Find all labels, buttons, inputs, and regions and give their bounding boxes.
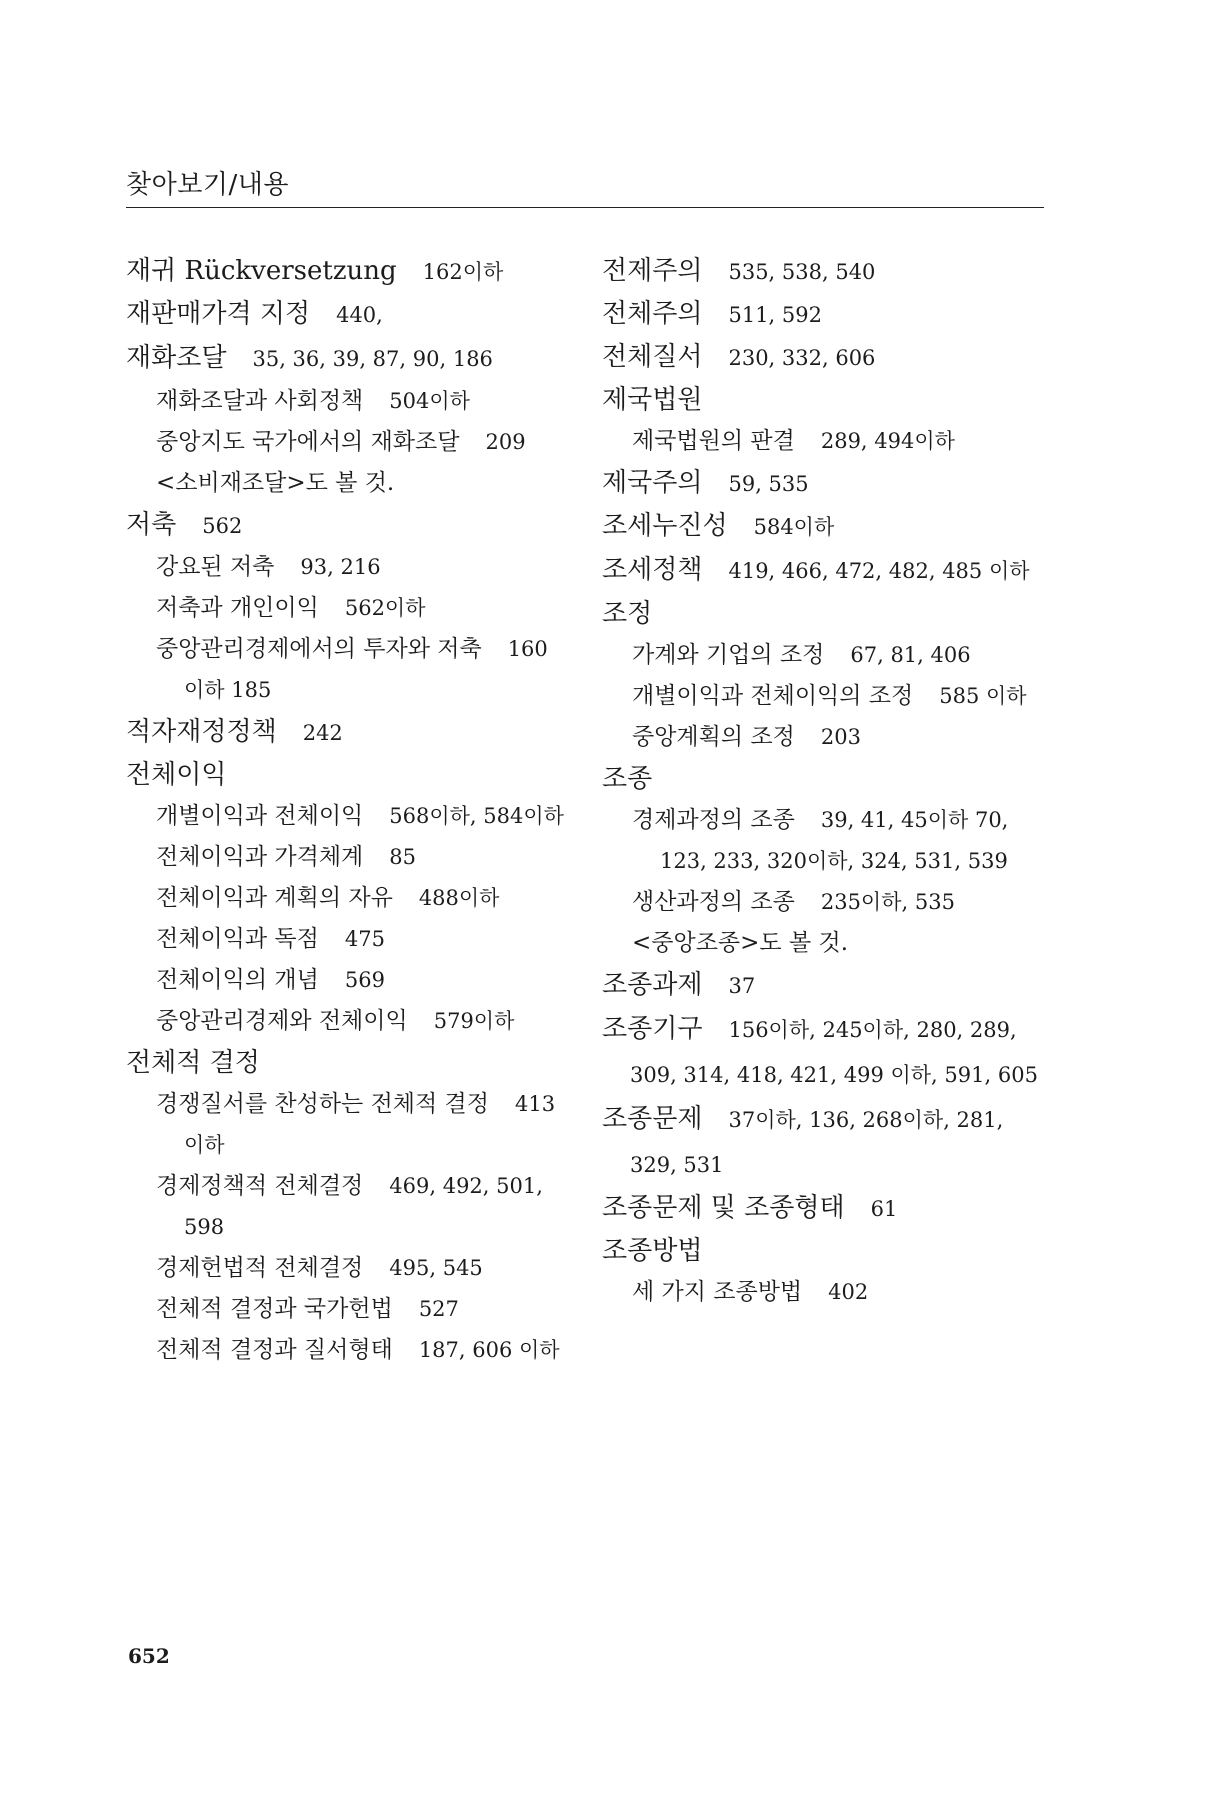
index-subentry bbox=[126, 1084, 566, 1166]
index-pages: 585 이하 bbox=[939, 684, 1027, 708]
index-pages: 203 bbox=[820, 725, 861, 749]
index-term: 개별이익과 전체이익의 조정 bbox=[632, 683, 914, 709]
index-term: 조종문제 bbox=[602, 1104, 703, 1134]
index-term: 전체적 결정 bbox=[126, 1048, 260, 1078]
index-term: 중앙관리경제와 전체이익 bbox=[156, 1008, 408, 1034]
index-entry bbox=[602, 1187, 1052, 1230]
index-subentry bbox=[126, 1248, 566, 1289]
index-entry bbox=[602, 505, 1052, 548]
index-subentry bbox=[602, 923, 1052, 964]
index-term: 가계와 기업의 조정 bbox=[632, 642, 825, 668]
index-entry bbox=[602, 379, 1052, 421]
index-subentry bbox=[126, 463, 566, 504]
index-entry bbox=[126, 1042, 566, 1084]
index-term: 재판매가격 지정 bbox=[126, 299, 311, 329]
index-column-left bbox=[126, 250, 566, 1371]
index-column-right bbox=[602, 250, 1052, 1313]
index-pages: 160이하 185 bbox=[184, 637, 548, 702]
index-pages: 402 bbox=[828, 1280, 869, 1304]
index-pages: 419, 466, 472, 482, 485 이하 bbox=[728, 559, 1030, 583]
index-term: 제국주의 bbox=[602, 468, 703, 498]
index-subentry bbox=[602, 1272, 1052, 1313]
index-term: 세 가지 조종방법 bbox=[632, 1279, 803, 1305]
index-term: 조세누진성 bbox=[602, 511, 728, 541]
index-entry bbox=[602, 548, 1052, 593]
index-subentry bbox=[126, 422, 566, 463]
index-term: 전체이익 bbox=[126, 760, 227, 790]
index-pages: 156이하, 245이하, 280, 289, 309, 314, 418, 421, 499 이하, 591, 605 bbox=[630, 1018, 1038, 1087]
index-pages: 440, bbox=[336, 303, 383, 327]
index-term: 전체이익의 개념 bbox=[156, 967, 319, 993]
index-pages: 562 bbox=[202, 514, 243, 538]
index-term: 재화조달과 사회정책 bbox=[156, 388, 364, 414]
index-pages: 61 bbox=[870, 1197, 898, 1221]
index-entry bbox=[602, 336, 1052, 379]
index-pages: 242 bbox=[302, 721, 343, 745]
index-subentry bbox=[602, 717, 1052, 758]
index-term: 저축 bbox=[126, 510, 177, 540]
index-term: 저축과 개인이익 bbox=[156, 595, 319, 621]
index-subentry bbox=[126, 919, 566, 960]
index-term: 강요된 저축 bbox=[156, 554, 275, 580]
index-pages: 230, 332, 606 bbox=[728, 346, 876, 370]
index-subentry bbox=[126, 1001, 566, 1042]
running-header bbox=[126, 164, 1044, 208]
index-pages: 495, 545 bbox=[389, 1256, 483, 1280]
index-pages: 209 bbox=[485, 430, 526, 454]
index-pages: 187, 606 이하 bbox=[418, 1338, 560, 1362]
index-term: 개별이익과 전체이익 bbox=[156, 803, 364, 829]
index-entry bbox=[126, 754, 566, 796]
index-entry bbox=[126, 504, 566, 547]
index-subentry bbox=[126, 837, 566, 878]
index-entry bbox=[126, 336, 566, 381]
index-subentry bbox=[126, 629, 566, 711]
index-term: 조종 bbox=[602, 764, 653, 794]
index-entry bbox=[602, 1097, 1052, 1187]
index-pages: 39, 41, 45이하 70, 123, 233, 320이하, 324, 531, 539 bbox=[660, 808, 1009, 873]
index-entry bbox=[602, 758, 1052, 800]
index-pages: 413이하 bbox=[184, 1092, 556, 1157]
index-subentry bbox=[126, 381, 566, 422]
index-pages: 488이하 bbox=[418, 886, 500, 910]
index-subentry bbox=[126, 878, 566, 919]
header-title: 찾아보기/내용 bbox=[126, 170, 289, 200]
index-term: 조종문제 및 조종형태 bbox=[602, 1193, 845, 1223]
index-pages: 562이하 bbox=[344, 596, 426, 620]
index-term: 전제주의 bbox=[602, 256, 703, 286]
index-subentry bbox=[126, 796, 566, 837]
index-subentry bbox=[126, 588, 566, 629]
index-subentry bbox=[602, 676, 1052, 717]
index-term: 조종방법 bbox=[602, 1236, 703, 1266]
index-term: 경쟁질서를 찬성하는 전체적 결정 bbox=[156, 1091, 489, 1117]
index-pages: 527 bbox=[418, 1297, 459, 1321]
index-subentry bbox=[126, 960, 566, 1001]
index-entry bbox=[126, 293, 566, 336]
index-term: <소비재조달>도 볼 것. bbox=[156, 470, 395, 496]
index-term: 조종과제 bbox=[602, 970, 703, 1000]
index-subentry bbox=[602, 882, 1052, 923]
index-pages: 511, 592 bbox=[728, 303, 822, 327]
index-term: 조종기구 bbox=[602, 1014, 703, 1044]
index-pages: 59, 535 bbox=[728, 472, 809, 496]
index-pages: 569 bbox=[344, 968, 385, 992]
index-term: 전체적 결정과 질서형태 bbox=[156, 1337, 393, 1363]
index-term: 중앙관리경제에서의 투자와 저축 bbox=[156, 636, 482, 662]
index-pages: 85 bbox=[389, 845, 417, 869]
index-pages: 469, 492, 501, 598 bbox=[184, 1174, 543, 1239]
index-pages: 37이하, 136, 268이하, 281, 329, 531 bbox=[630, 1108, 1004, 1177]
index-subentry bbox=[126, 547, 566, 588]
index-entry bbox=[602, 964, 1052, 1007]
index-subentry bbox=[126, 1289, 566, 1330]
index-pages: 235이하, 535 bbox=[820, 890, 955, 914]
index-term: 조세정책 bbox=[602, 555, 703, 585]
index-pages: 289, 494이하 bbox=[820, 429, 955, 453]
index-term: 전체이익과 독점 bbox=[156, 926, 319, 952]
index-entry bbox=[602, 1007, 1052, 1097]
index-entry bbox=[602, 293, 1052, 336]
index-pages: 475 bbox=[344, 927, 385, 951]
index-term: 전체주의 bbox=[602, 299, 703, 329]
index-entry bbox=[602, 250, 1052, 293]
page-number: 652 bbox=[128, 1644, 170, 1668]
index-term: 전체적 결정과 국가헌법 bbox=[156, 1296, 393, 1322]
index-term: 제국법원 bbox=[602, 385, 703, 415]
index-term: 경제과정의 조종 bbox=[632, 807, 795, 833]
index-pages: 35, 36, 39, 87, 90, 186 bbox=[252, 347, 493, 371]
index-subentry bbox=[126, 1330, 566, 1371]
index-term: 경제정책적 전체결정 bbox=[156, 1173, 364, 1199]
index-pages: 162이하 bbox=[422, 260, 504, 284]
index-subentry bbox=[602, 635, 1052, 676]
index-term: 전체이익과 가격체계 bbox=[156, 844, 364, 870]
index-pages: 37 bbox=[728, 974, 756, 998]
index-term: 경제헌법적 전체결정 bbox=[156, 1255, 364, 1281]
index-subentry bbox=[602, 421, 1052, 462]
index-pages: 584이하 bbox=[753, 515, 835, 539]
index-term: 중앙계획의 조정 bbox=[632, 724, 795, 750]
index-entry bbox=[602, 593, 1052, 635]
index-entry bbox=[126, 250, 566, 293]
index-pages: 504이하 bbox=[389, 389, 470, 413]
index-term: 조정 bbox=[602, 599, 653, 629]
index-term: 중앙지도 국가에서의 재화조달 bbox=[156, 429, 460, 455]
index-term: 생산과정의 조종 bbox=[632, 889, 795, 915]
index-pages: 93, 216 bbox=[300, 555, 381, 579]
index-pages: 67, 81, 406 bbox=[850, 643, 971, 667]
index-pages: 579이하 bbox=[433, 1009, 515, 1033]
index-term: 적자재정정책 bbox=[126, 717, 277, 747]
index-term: <중앙조종>도 볼 것. bbox=[632, 930, 849, 956]
index-entry bbox=[602, 462, 1052, 505]
index-term: 전체이익과 계획의 자유 bbox=[156, 885, 393, 911]
index-term: 전체질서 bbox=[602, 342, 703, 372]
index-pages: 568이하, 584이하 bbox=[389, 804, 564, 828]
index-pages: 535, 538, 540 bbox=[728, 260, 876, 284]
index-entry bbox=[126, 711, 566, 754]
index-subentry bbox=[126, 1166, 566, 1248]
index-term: 재화조달 bbox=[126, 343, 227, 373]
index-term: 재귀 Rückversetzung bbox=[126, 256, 397, 286]
index-entry bbox=[602, 1230, 1052, 1272]
index-term: 제국법원의 판결 bbox=[632, 428, 795, 454]
index-subentry bbox=[602, 800, 1052, 882]
